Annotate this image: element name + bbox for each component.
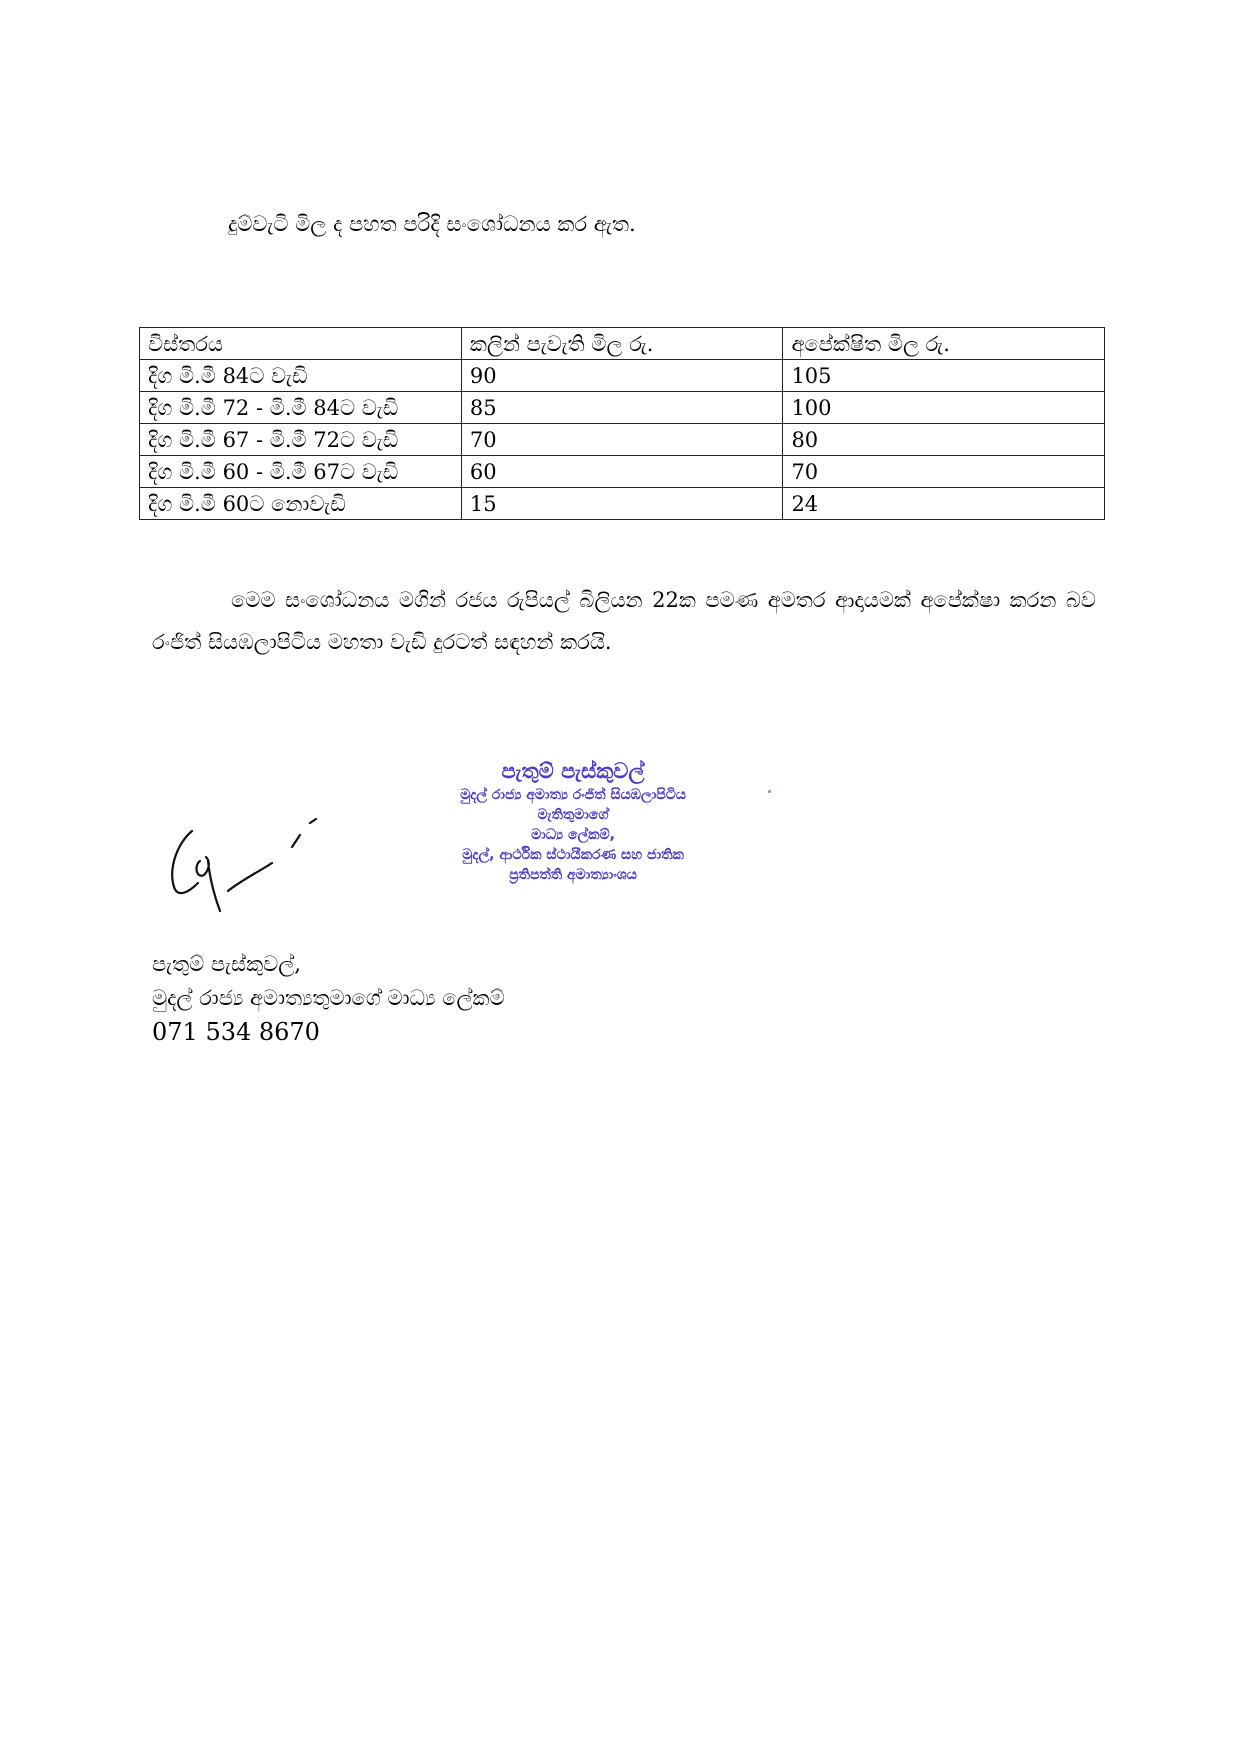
signoff-block	[152, 947, 505, 1049]
row-description: දිග මි.මී 67 - මි.මී 72ට වැඩි	[140, 424, 462, 456]
row-expected-price: 80	[783, 424, 1105, 456]
header-expected-price: අපේක්ෂිත මිල රු.	[783, 328, 1105, 360]
row-expected-price: 100	[783, 392, 1105, 424]
stamp-dot	[768, 790, 771, 793]
table-row	[140, 456, 1105, 488]
signoff-name: පැතුම් පැස්කුවල්,	[152, 952, 301, 976]
stamp-line: ප්‍රතිපත්ති අමාත්‍යාංශය	[509, 867, 637, 883]
table-row	[140, 488, 1105, 520]
row-previous-price: 85	[461, 392, 783, 424]
row-description: දිග මි.මී 60 - මි.මී 67ට වැඩි	[140, 456, 462, 488]
table-row	[140, 424, 1105, 456]
row-description: දිග මි.මී 84ට වැඩි	[140, 360, 462, 392]
stamp-line: මුදල්, ආර්ථික ස්ථායීකරණ සහ ජාතික	[462, 847, 684, 863]
row-previous-price: 70	[461, 424, 783, 456]
intro-line: දුම්වැටි මිල ද පහත පරිදි සංශෝධනය කර ඇත.	[228, 212, 636, 236]
row-expected-price: 105	[783, 360, 1105, 392]
stamp-line: මුදල් රාජ්‍ය අමාත්‍ය රංජිත් සියඹලාපිටිය	[460, 787, 686, 803]
header-description: විස්තරය	[140, 328, 462, 360]
header-previous-price: කලින් පැවැති මිල රු.	[461, 328, 783, 360]
stamp-line: මැතිතුමාගේ	[537, 807, 609, 823]
signoff-phone: 071 534 8670	[152, 1018, 320, 1046]
row-description: දිග මි.මී 60ට නොවැඩි	[140, 488, 462, 520]
price-table	[139, 327, 1105, 520]
row-expected-price: 70	[783, 456, 1105, 488]
stamp-line: මාධ්‍ය ලේකම්,	[531, 827, 615, 843]
table-row	[140, 392, 1105, 424]
row-expected-price: 24	[783, 488, 1105, 520]
body-paragraph: මෙම සංශෝධනය මගින් රජය රුපියල් බිලියන 22ක පමණ අමතර ආදායමක් අපේක්ෂා කරන බව රංජිත් සියඹලාපිටිය මහතා වැඩි දුරටත් සඳහන් කරයි.	[152, 588, 1096, 654]
handwritten-signature	[160, 795, 360, 915]
signoff-title: මුදල් රාජ්‍ය අමාත්‍යතුමාගේ මාධ්‍ය ලේකම්	[152, 986, 505, 1010]
row-previous-price: 60	[461, 456, 783, 488]
row-previous-price: 90	[461, 360, 783, 392]
stamp-name: පැතුම් පැස්කුවල්	[501, 759, 645, 783]
official-stamp	[408, 757, 738, 885]
table-row	[140, 360, 1105, 392]
row-previous-price: 15	[461, 488, 783, 520]
row-description: දිග මි.මී 72 - මි.මී 84ට වැඩි	[140, 392, 462, 424]
table-header-row	[140, 328, 1105, 360]
